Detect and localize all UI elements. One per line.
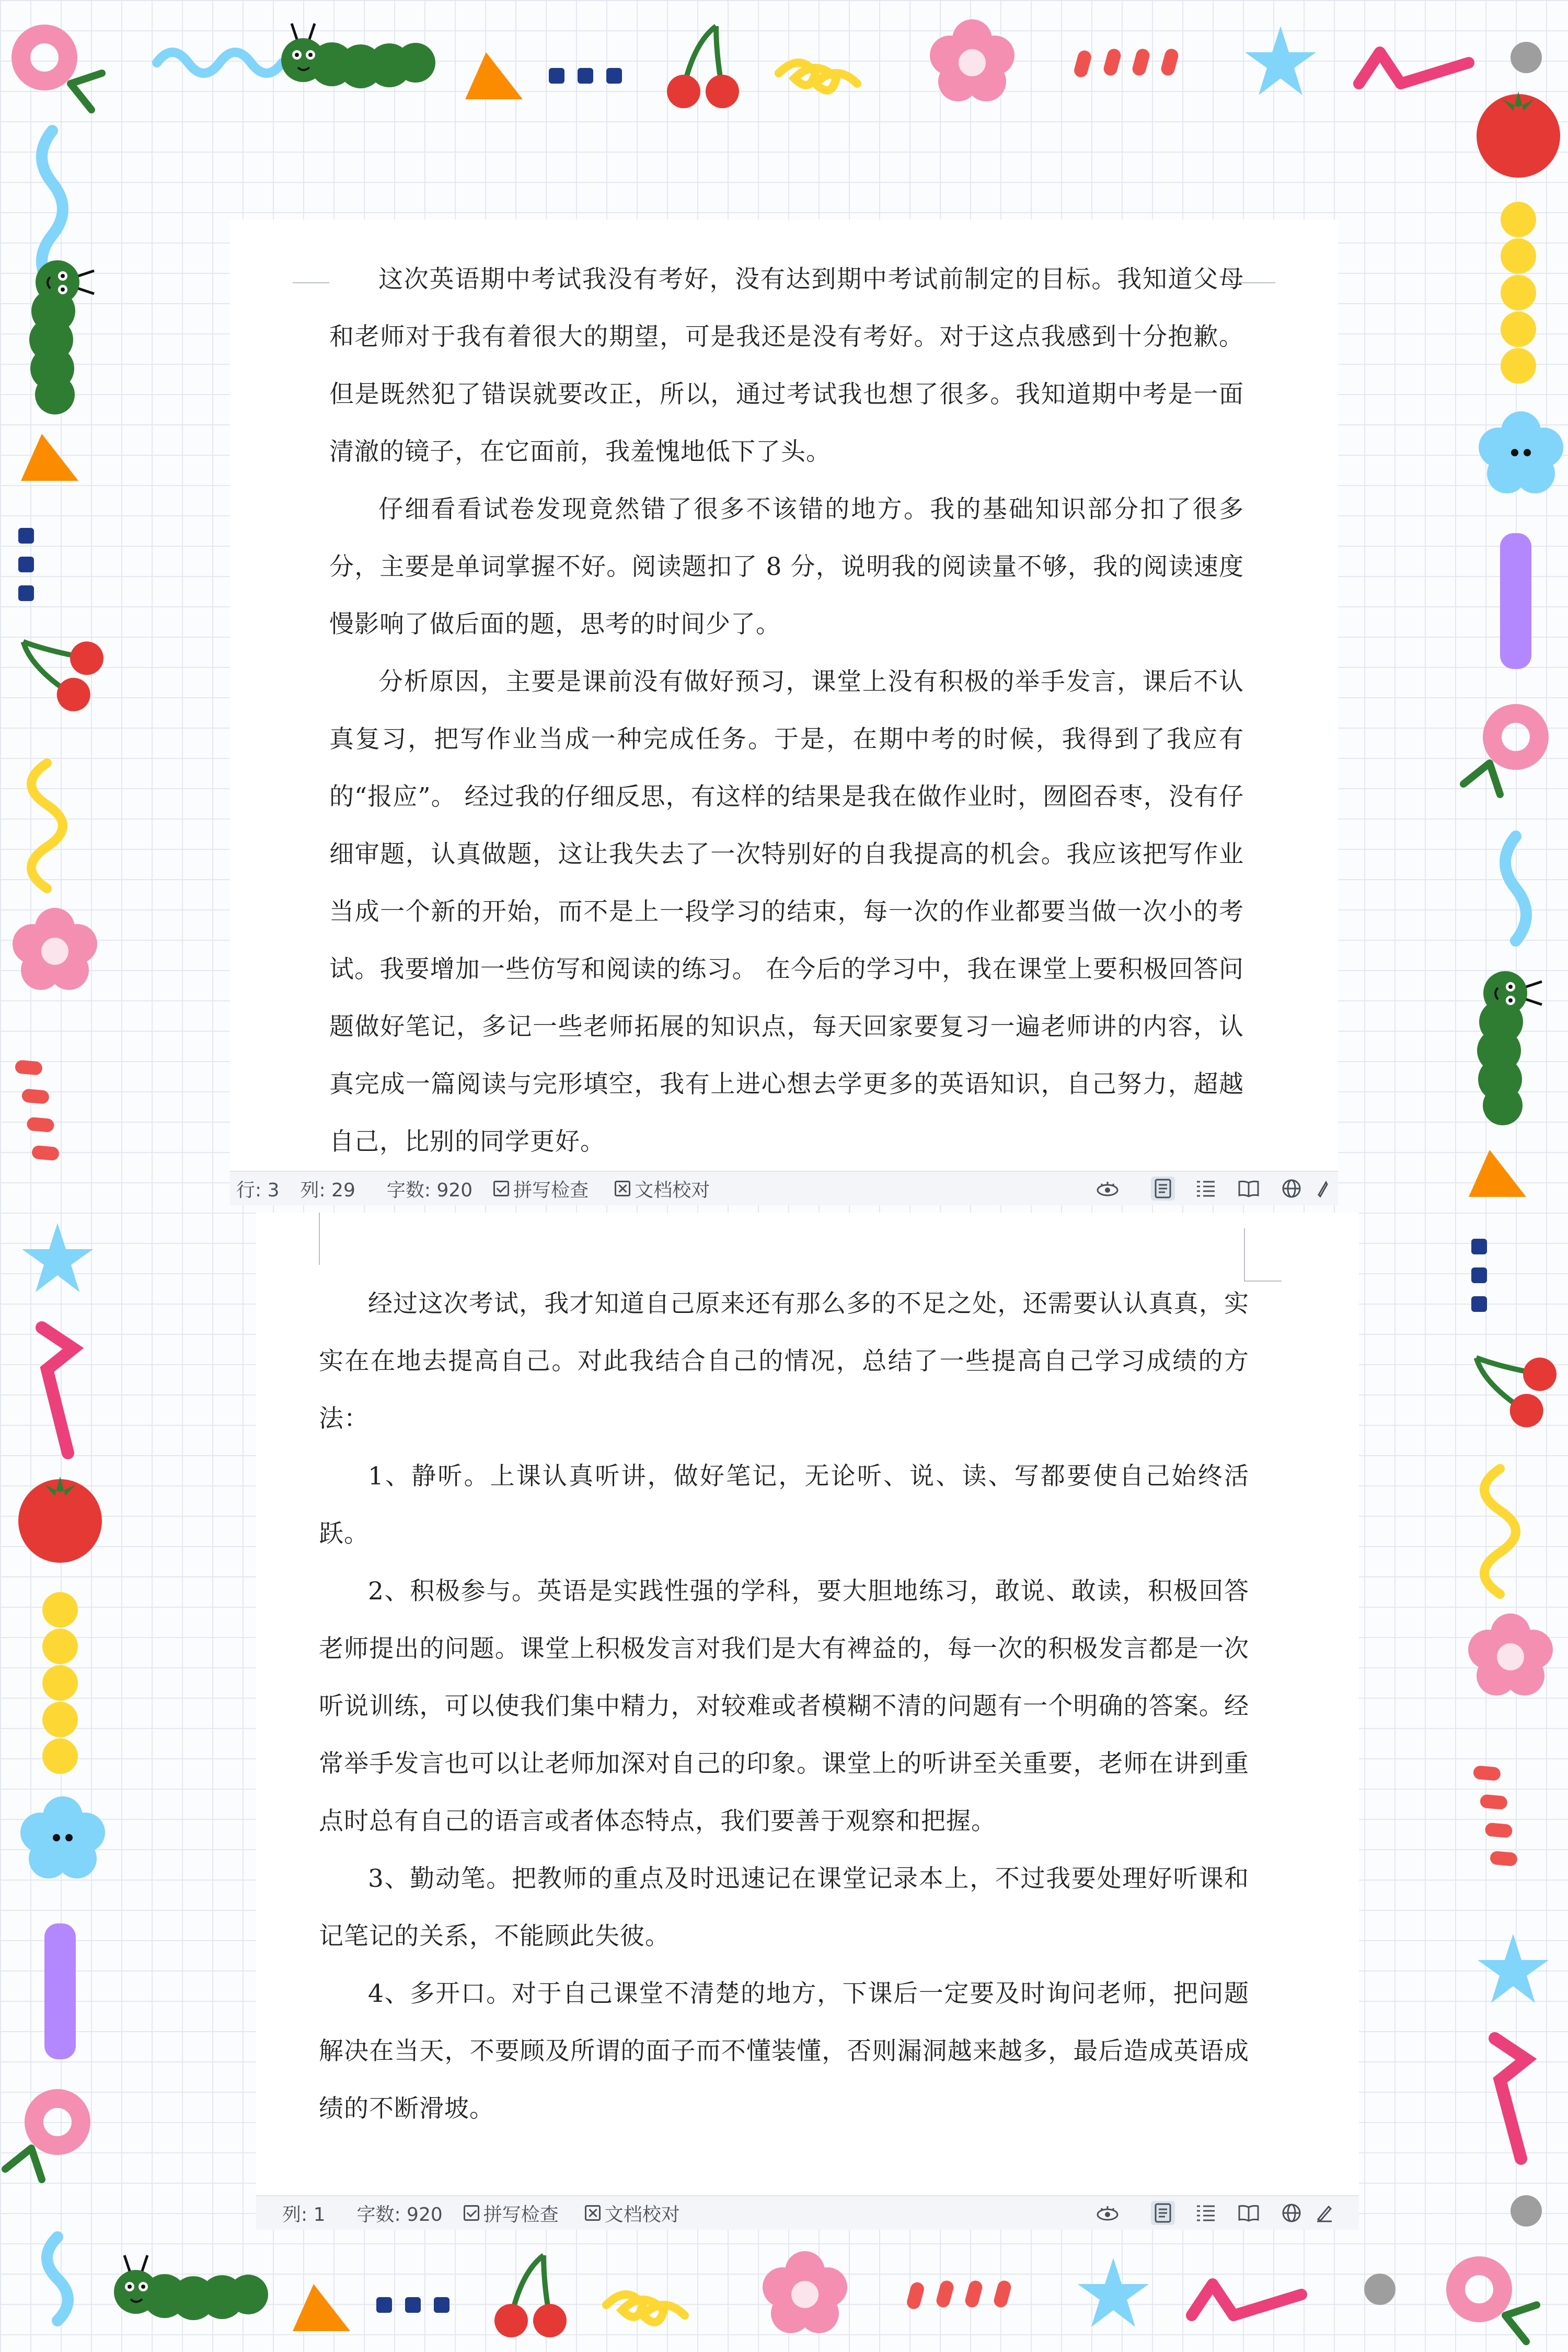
pen-icon[interactable] [1314, 2201, 1335, 2225]
word-count[interactable]: 字数: 920 [386, 1179, 473, 1201]
outline-view-icon[interactable] [1194, 2201, 1218, 2225]
cursor-col: 列: 29 [300, 1179, 355, 1201]
page-corner-mark [282, 1213, 320, 1265]
paragraph: 3、勤动笔。把教师的重点及时迅速记在课堂记录本上，不过我要处理好听课和记笔记的关系，不能顾此失彼。 [319, 1864, 1249, 1951]
proofread-button[interactable] [585, 2200, 680, 2227]
pen-icon[interactable] [1314, 1177, 1330, 1201]
word-count[interactable]: 字数: 920 [356, 2204, 443, 2226]
view-controls-1 [1077, 1177, 1330, 1201]
paragraph: 1、静听。上课认真听讲，做好笔记，无论听、说、读、写都要使自己始终活跃。 [319, 1462, 1249, 1548]
globe-icon[interactable] [1279, 2201, 1304, 2225]
book-view-icon[interactable] [1237, 2201, 1261, 2225]
checkbox-icon [493, 1181, 509, 1196]
book-view-icon[interactable] [1237, 1177, 1261, 1201]
paragraph: 分析原因，主要是课前没有做好预习，课堂上没有积极的举手发言，课后不认真复习，把写作业当成一种完成任务。于是，在期中考的时候，我得到了我应有的“报应”。 经过我的仔细反思，有这样的结果是我在做作业时，囫囵吞枣，没有仔细审题，认真做题，这让我失去了一次特别好的自我提高的机会。我应该把写作业当成一个新的开始，而不是上一段学习的结束，每一次的作业都要当做一次小的考试。我要增加一些仿写和阅读的练习。 在今后的学习中，我在课堂上要积极回答问题做好笔记，多记一些老师拓展的知识点，每天回家要复习一遍老师讲的内容，认真完成一篇阅读与完形填空，我有上进心想去学更多的英语知识，自己努力，超越自己，比别的同学更好。 [329, 667, 1244, 1156]
spellcheck-button[interactable] [464, 2200, 559, 2227]
proofread-label: 文档校对 [604, 2204, 680, 2226]
status-bar-1 [230, 1171, 1338, 1205]
cursor-row: 行: 3 [236, 1179, 280, 1201]
paragraph: 2、积极参与。英语是实践性强的学科，要大胆地练习，敢说、敢读，积极回答老师提出的问题。课堂上积极发言对我们是大有裨益的，每一次的积极发言都是一次听说训练，可以使我们集中精力，对较难或者模糊不清的问题有一个明确的答案。经常举手发言也可以让老师加深对自己的印象。课堂上的听讲至关重要，老师在讲到重点时总有自己的语言或者体态特点，我们要善于观察和把握。 [319, 1577, 1249, 1836]
paragraph: 4、多开口。对于自己课堂不清楚的地方，下课后一定要及时询问老师，把问题解决在当天，不要顾及所谓的面子而不懂装懂，否则漏洞越来越多，最后造成英语成绩的不断滑坡。 [319, 1979, 1249, 2123]
document-page-2 [256, 1213, 1359, 2195]
document-page-1 [230, 220, 1338, 1171]
eye-icon[interactable] [1096, 1177, 1120, 1201]
page-corner-mark [293, 246, 329, 283]
proofread-icon [615, 1181, 630, 1196]
checkbox-icon [464, 2205, 479, 2221]
proofread-button[interactable] [615, 1175, 710, 1202]
page-view-icon[interactable] [1151, 1177, 1175, 1201]
page-view-icon[interactable] [1151, 2201, 1175, 2225]
cursor-col: 列: 1 [282, 2204, 326, 2226]
globe-icon[interactable] [1279, 1177, 1304, 1201]
spellcheck-label: 拼写检查 [513, 1179, 589, 1201]
paragraph: 仔细看看试卷发现竟然错了很多不该错的地方。我的基础知识部分扣了很多分，主要是单词掌握不好。阅读题扣了 8 分，说明我的阅读量不够，我的阅读速度慢影响了做后面的题，思考的时间少了。 [329, 495, 1244, 639]
page-corner-mark [1244, 1228, 1282, 1282]
spellcheck-label: 拼写检查 [483, 2204, 559, 2226]
eye-icon[interactable] [1096, 2201, 1120, 2225]
outline-view-icon[interactable] [1194, 1177, 1218, 1201]
paragraph: 经过这次考试，我才知道自己原来还有那么多的不足之处，还需要认认真真，实实在在地去提高自己。对此我结合自己的情况，总结了一些提高自己学习成绩的方法： [319, 1289, 1249, 1433]
spellcheck-button[interactable] [493, 1175, 589, 1202]
page-corner-mark [1239, 246, 1275, 283]
proofread-icon [585, 2205, 601, 2221]
status-bar-2 [256, 2195, 1359, 2230]
view-controls-2 [1077, 2201, 1335, 2225]
proofread-label: 文档校对 [635, 1179, 710, 1201]
paragraph: 这次英语期中考试我没有考好，没有达到期中考试前制定的目标。我知道父母和老师对于我有着很大的期望，可是我还是没有考好。对于这点我感到十分抱歉。但是既然犯了错误就要改正，所以，通过考试我也想了很多。我知道期中考是一面清澈的镜子，在它面前，我羞愧地低下了头。 [329, 265, 1244, 466]
